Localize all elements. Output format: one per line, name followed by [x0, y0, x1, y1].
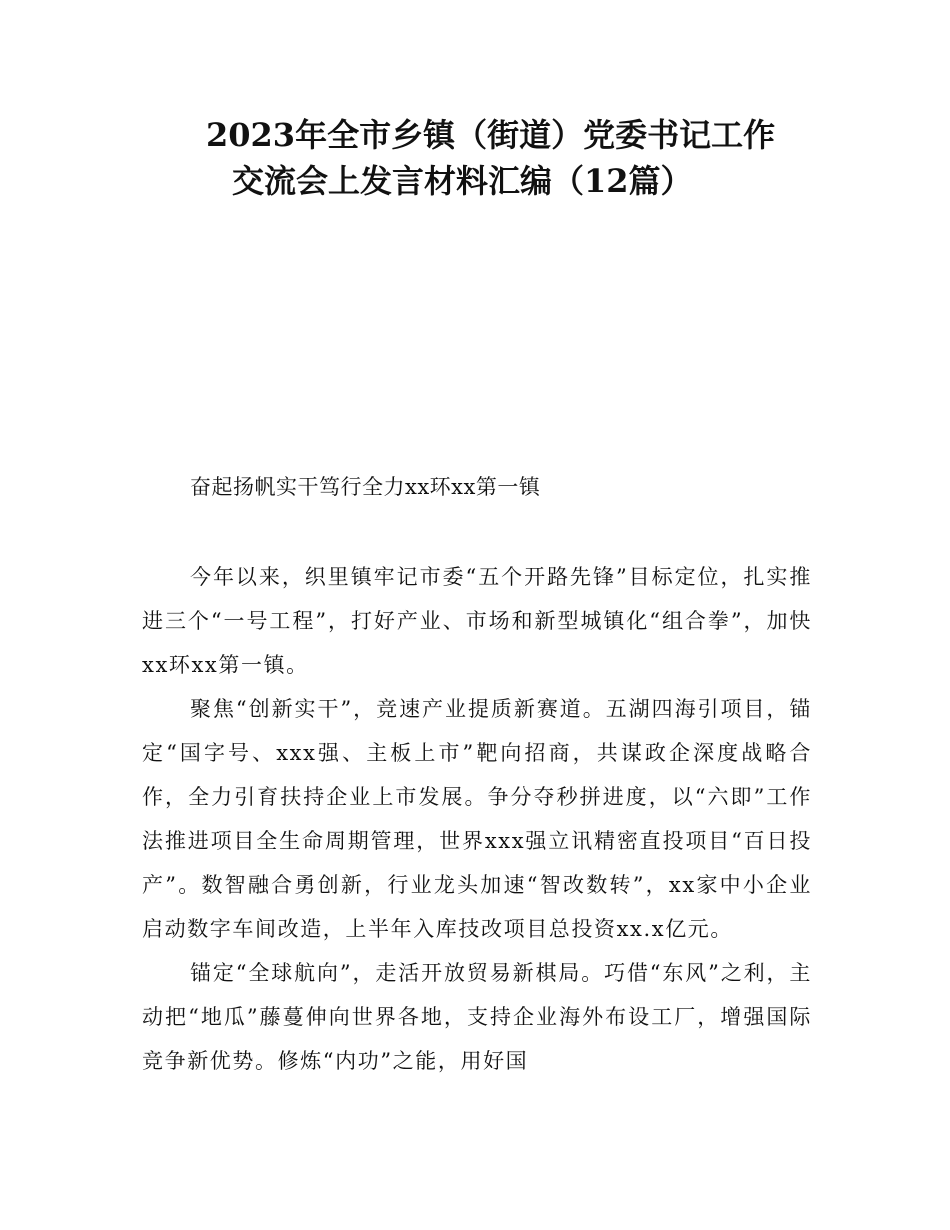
paragraph: 锚定“全球航向”，走活开放贸易新棋局。巧借“东风”之利，主动把“地瓜”藤蔓伸向世界各地，支持企业海外布设工厂，增强国际竞争新优势。修炼“内功”之能，用好国: [142, 961, 812, 1073]
paragraph: 今年以来，织里镇牢记市委“五个开路先锋”目标定位，扎实推进三个“一号工程”，打好产业、市场和新型城镇化“组合拳”，加快xx环xx第一镇。: [142, 565, 812, 677]
document-title: [206, 112, 826, 204]
document-body: [142, 555, 812, 1083]
title-line-1: 2023年全市乡镇（街道）党委书记工作: [206, 116, 776, 154]
paragraph: 聚焦“创新实干”，竞速产业提质新赛道。五湖四海引项目，锚定“国字号、xxx强、主板上市”靶向招商，共谋政企深度战略合作，全力引育扶持企业上市发展。争分夺秒拼进度，以“六即”工作法推进项目全生命周期管理，世界xxx强立讯精密直投项目“百日投产”。数智融合勇创新，行业龙头加速“智改数转”，xx家中小企业启动数字车间改造，上半年入库技改项目总投资xx.x亿元。: [142, 697, 812, 941]
title-line-2: 交流会上发言材料汇编（12篇）: [232, 162, 693, 200]
section-heading: 奋起扬帆实干笃行全力xx环xx第一镇: [190, 475, 541, 499]
